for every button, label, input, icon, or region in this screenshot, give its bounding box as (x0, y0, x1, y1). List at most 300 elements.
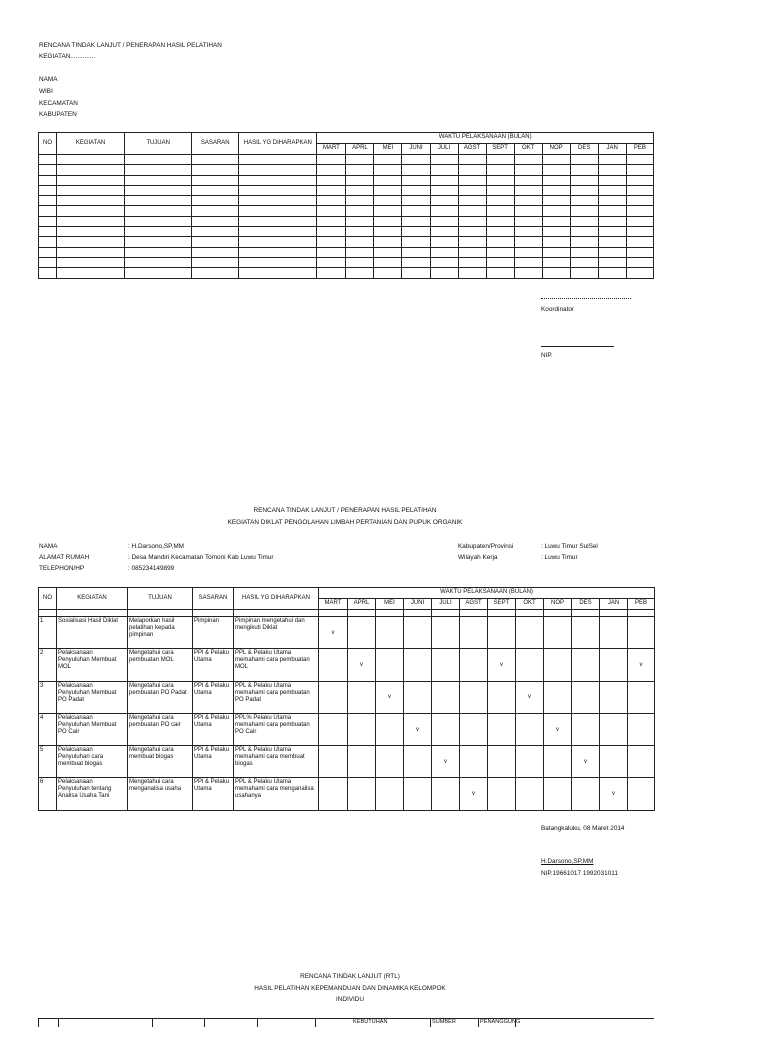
form2-label-alamat: ALAMAT RUMAH (39, 554, 90, 561)
table-cell (348, 610, 376, 617)
row-month-cell (628, 617, 655, 649)
form3-col-divider (478, 1019, 479, 1027)
table-cell (317, 247, 346, 257)
table-cell (544, 610, 572, 617)
form3-title: RENCANA TINDAK LANJUT (RTL) (300, 973, 400, 980)
table-cell (317, 237, 346, 247)
table-cell (486, 268, 514, 278)
table-cell (346, 165, 374, 175)
row-month-cell (319, 713, 348, 745)
row-month-cell (628, 746, 655, 778)
table-cell (458, 237, 486, 247)
form3-subtitle2: INDIVIDU (335, 996, 365, 1003)
table-cell (598, 257, 626, 267)
row-month-mark: v (404, 713, 432, 745)
table-cell (234, 610, 319, 617)
form2-label-kabupaten: Kabupaten/Provinsi (458, 543, 514, 550)
table-cell (598, 196, 626, 206)
row-hasil: PPL & Pelaku Utama memahami cara pembuatan PO Padat (234, 681, 319, 713)
row-sasaran: PPl & Pelaku Utama (193, 746, 234, 778)
table-cell (626, 257, 653, 267)
table-cell (598, 185, 626, 195)
table-cell (598, 216, 626, 226)
table-row (39, 216, 654, 226)
table-cell (402, 247, 430, 257)
form2-value-wilayah: : Luwu Timur (541, 554, 578, 561)
table-cell (402, 216, 430, 226)
table-cell (570, 257, 598, 267)
table-cell (402, 257, 430, 267)
table-cell (432, 610, 460, 617)
table-cell (125, 206, 192, 216)
table-cell (404, 610, 432, 617)
form2-label-telephon: TELEPHON/HP (39, 565, 85, 572)
form2-signer-name: H.Darsono,SP,MM (541, 858, 594, 865)
form3-header-sumber: SUMBER (432, 1019, 456, 1025)
table-cell (430, 247, 458, 257)
table-row (39, 746, 655, 778)
table-cell (458, 165, 486, 175)
table-cell (374, 237, 402, 247)
table-row (39, 257, 654, 267)
form3-subtitle: HASIL PELATIHAN KEPEMANDUAN DAN DINAMIKA KELOMPOK (254, 985, 446, 992)
table-cell (239, 257, 317, 267)
form1-signature-nip: NIP. (541, 352, 553, 359)
table-cell (193, 610, 234, 617)
table-cell (374, 155, 402, 165)
table-cell (626, 165, 653, 175)
table-cell (626, 247, 653, 257)
table-cell (458, 247, 486, 257)
table-cell (192, 175, 239, 185)
row-tujuan: Mengetahui cara pembuatan PO cair (128, 713, 193, 745)
form2-value-alamat: : Desa Mandiri Kecamatan Tomoni Kab Luwu Timur (128, 554, 274, 561)
row-month-cell (404, 617, 432, 649)
table-cell (514, 237, 542, 247)
form2-table (38, 587, 655, 811)
table-cell (486, 196, 514, 206)
row-hasil: PPL & Pelaku Utama memahami cara membuat biogas (234, 746, 319, 778)
row-month-cell (572, 617, 600, 649)
row-month-cell (460, 713, 488, 745)
table-cell (192, 185, 239, 195)
table-cell (239, 237, 317, 247)
row-sasaran: PPl & Pelaku Utama (193, 649, 234, 681)
row-month-cell (600, 649, 628, 681)
table-row (39, 175, 654, 185)
row-no: 3 (39, 681, 57, 713)
table-cell (430, 165, 458, 175)
row-tujuan: Melaporkan hasil pelatihan kepada pimpinan (128, 617, 193, 649)
table-cell (626, 175, 653, 185)
table-cell (39, 268, 57, 278)
row-month-cell (488, 778, 516, 810)
table-cell (488, 610, 516, 617)
table-cell (598, 155, 626, 165)
form2-header-month: APRL (348, 599, 376, 610)
row-month-cell (348, 778, 376, 810)
row-month-cell (319, 746, 348, 778)
table-cell (402, 165, 430, 175)
table-cell (542, 175, 570, 185)
row-month-cell (600, 746, 628, 778)
table-cell (239, 196, 317, 206)
table-cell (374, 257, 402, 267)
row-month-cell (376, 778, 404, 810)
form2-place-date: Batangkaluku, 08 Maret 2014 (541, 825, 625, 832)
row-month-mark: v (572, 746, 600, 778)
row-sasaran: PPl & Pelaku Utama (193, 778, 234, 810)
row-month-mark: v (376, 681, 404, 713)
table-cell (374, 206, 402, 216)
table-cell (514, 247, 542, 257)
row-kegiatan: Pelaksanaan Penyuluhan tentang Analisa Usaha Tani (57, 778, 128, 810)
table-cell (57, 257, 125, 267)
form2-label-wilayah: Wilayah Kerja (458, 554, 498, 561)
table-cell (486, 257, 514, 267)
table-cell (598, 237, 626, 247)
table-cell (430, 257, 458, 267)
table-cell (486, 175, 514, 185)
table-cell (346, 216, 374, 226)
table-cell (486, 247, 514, 257)
table-cell (125, 165, 192, 175)
row-sasaran: PPl & Pelaku Utama (193, 713, 234, 745)
table-cell (317, 165, 346, 175)
form1-header-kegiatan: KEGIATAN (57, 133, 125, 155)
table-cell (317, 175, 346, 185)
form1-header-month: PEB (626, 144, 653, 155)
table-cell (376, 610, 404, 617)
table-cell (192, 155, 239, 165)
row-no: 5 (39, 746, 57, 778)
row-month-cell (488, 681, 516, 713)
table-cell (192, 165, 239, 175)
table-cell (192, 216, 239, 226)
table-cell (125, 175, 192, 185)
table-cell (598, 175, 626, 185)
table-cell (192, 227, 239, 237)
table-cell (374, 185, 402, 195)
table-cell (192, 268, 239, 278)
form1-header-month: NOP (542, 144, 570, 155)
row-month-cell (572, 778, 600, 810)
row-month-cell (516, 649, 544, 681)
table-cell (39, 216, 57, 226)
row-month-cell (404, 746, 432, 778)
table-cell (458, 185, 486, 195)
table-cell (598, 268, 626, 278)
row-month-cell (404, 649, 432, 681)
table-cell (346, 247, 374, 257)
table-cell (317, 257, 346, 267)
table-cell (57, 196, 125, 206)
table-cell (486, 165, 514, 175)
form1-header-month: DES (570, 144, 598, 155)
form3-col-divider (430, 1019, 431, 1027)
table-cell (626, 227, 653, 237)
table-cell (57, 610, 128, 617)
table-cell (460, 610, 488, 617)
table-cell (346, 175, 374, 185)
row-month-cell (572, 649, 600, 681)
table-cell (317, 216, 346, 226)
table-cell (125, 216, 192, 226)
table-cell (125, 155, 192, 165)
table-cell (628, 610, 655, 617)
table-cell (570, 227, 598, 237)
form3-header-kebutuhan: KEBUTUHAN (353, 1019, 388, 1025)
table-cell (39, 196, 57, 206)
form2-label-nama: NAMA (39, 543, 58, 550)
form1-signature-dots (541, 298, 631, 299)
table-cell (542, 196, 570, 206)
form1-field-wibi: WIBI (39, 88, 53, 95)
table-cell (514, 185, 542, 195)
form1-field-kabupaten: KABUPATEN (39, 111, 77, 118)
row-month-cell (376, 713, 404, 745)
row-no: 4 (39, 713, 57, 745)
row-tujuan: Mengetahui cara pembuatan MOL (128, 649, 193, 681)
table-cell (486, 206, 514, 216)
table-cell (346, 237, 374, 247)
table-cell (239, 206, 317, 216)
table-cell (374, 216, 402, 226)
row-kegiatan: Pelaksanaan Penyuluhan Membuat PO Cair (57, 713, 128, 745)
row-month-cell (460, 681, 488, 713)
table-cell (514, 175, 542, 185)
row-month-cell (404, 778, 432, 810)
form3-col-divider (38, 1019, 39, 1027)
form2-header-month: MEI (376, 599, 404, 610)
table-cell (57, 268, 125, 278)
form2-value-nama: : H.Darsono,SP,MM (128, 543, 184, 550)
table-cell (458, 196, 486, 206)
table-cell (402, 155, 430, 165)
table-cell (570, 175, 598, 185)
table-cell (239, 185, 317, 195)
form1-header-month: MEI (374, 144, 402, 155)
table-cell (458, 257, 486, 267)
table-cell (458, 227, 486, 237)
form3-col-divider (315, 1019, 316, 1027)
table-cell (125, 227, 192, 237)
table-cell (125, 237, 192, 247)
row-month-cell (460, 617, 488, 649)
table-cell (542, 237, 570, 247)
table-cell (514, 216, 542, 226)
table-cell (626, 216, 653, 226)
table-cell (346, 155, 374, 165)
table-cell (239, 165, 317, 175)
form2-header-month: DES (572, 599, 600, 610)
table-cell (458, 216, 486, 226)
table-cell (572, 610, 600, 617)
table-cell (514, 196, 542, 206)
table-cell (317, 206, 346, 216)
table-cell (346, 185, 374, 195)
table-cell (626, 206, 653, 216)
table-cell (319, 610, 348, 617)
form1-header-sasaran: SASARAN (192, 133, 239, 155)
row-month-cell (488, 746, 516, 778)
row-month-mark: v (628, 649, 655, 681)
row-month-cell (376, 746, 404, 778)
table-cell (317, 268, 346, 278)
table-cell (317, 227, 346, 237)
table-cell (458, 175, 486, 185)
table-cell (430, 237, 458, 247)
table-cell (430, 185, 458, 195)
row-tujuan: Mengetahui cara menganalisa usaha (128, 778, 193, 810)
table-cell (402, 237, 430, 247)
table-cell (542, 155, 570, 165)
table-cell (239, 175, 317, 185)
row-month-cell (488, 617, 516, 649)
row-month-cell (488, 713, 516, 745)
table-cell (402, 196, 430, 206)
form1-header-waktu: WAKTU PELAKSANAAN (BULAN) (317, 133, 654, 144)
table-cell (570, 268, 598, 278)
table-cell (39, 237, 57, 247)
table-row (39, 713, 655, 745)
form1-header-no: NO (39, 133, 57, 155)
table-cell (570, 216, 598, 226)
table-cell (125, 185, 192, 195)
form2-header-hasil: HASIL YG DIHARAPKAN (234, 588, 319, 610)
table-cell (125, 247, 192, 257)
table-cell (486, 155, 514, 165)
table-cell (346, 206, 374, 216)
row-month-cell (348, 713, 376, 745)
form1-header-month: JAN (598, 144, 626, 155)
form2-value-telephon: : 085234149899 (128, 565, 175, 572)
row-month-cell (544, 649, 572, 681)
table-cell (39, 175, 57, 185)
table-cell (486, 237, 514, 247)
row-month-cell (600, 617, 628, 649)
table-cell (239, 268, 317, 278)
form2-header-month: SEPT (488, 599, 516, 610)
form2-header-month: AGST (460, 599, 488, 610)
table-cell (192, 237, 239, 247)
table-cell (626, 196, 653, 206)
table-cell (125, 268, 192, 278)
form1-table (38, 132, 654, 279)
table-cell (374, 227, 402, 237)
table-cell (57, 206, 125, 216)
table-cell (402, 227, 430, 237)
table-row (39, 247, 654, 257)
row-month-cell (432, 778, 460, 810)
table-cell (430, 268, 458, 278)
row-month-cell (600, 713, 628, 745)
row-month-cell (319, 649, 348, 681)
table-cell (514, 165, 542, 175)
table-cell (542, 216, 570, 226)
form2-header-kegiatan: KEGIATAN (57, 588, 128, 610)
form2-header-sasaran: SASARAN (193, 588, 234, 610)
table-cell (239, 216, 317, 226)
row-month-cell (628, 778, 655, 810)
table-row (39, 206, 654, 216)
form1-signature-line (541, 346, 614, 347)
row-month-cell (544, 778, 572, 810)
table-cell (125, 257, 192, 267)
table-cell (542, 247, 570, 257)
row-month-cell (432, 681, 460, 713)
form3-col-divider (152, 1019, 153, 1027)
table-row (39, 185, 654, 195)
table-cell (570, 185, 598, 195)
row-month-cell (600, 681, 628, 713)
row-month-mark: v (600, 778, 628, 810)
table-cell (57, 185, 125, 195)
table-cell (570, 196, 598, 206)
row-month-mark: v (348, 649, 376, 681)
table-cell (514, 227, 542, 237)
row-month-cell (376, 617, 404, 649)
form1-header-tujuan: TUJUAN (125, 133, 192, 155)
form2-subtitle: KEGIATAN DIKLAT PENGOLAHAN LIMBAH PERTANIAN DAN PUPUK ORGANIK (227, 519, 463, 526)
row-month-cell (376, 649, 404, 681)
table-row (39, 681, 655, 713)
table-cell (570, 206, 598, 216)
row-hasil: PPL% Pelaku Utama memahami cara pembuatan PO Cair (234, 713, 319, 745)
table-cell (317, 155, 346, 165)
row-month-mark: v (319, 617, 348, 649)
table-cell (57, 247, 125, 257)
table-cell (57, 175, 125, 185)
table-cell (598, 227, 626, 237)
row-month-cell (544, 681, 572, 713)
row-month-mark: v (432, 746, 460, 778)
table-cell (458, 206, 486, 216)
table-cell (402, 175, 430, 185)
form1-header-month: JUNI (402, 144, 430, 155)
table-cell (570, 247, 598, 257)
table-cell (57, 155, 125, 165)
table-cell (317, 185, 346, 195)
table-cell (39, 185, 57, 195)
table-row (39, 617, 655, 649)
row-month-cell (319, 681, 348, 713)
table-cell (430, 206, 458, 216)
row-month-cell (544, 746, 572, 778)
form1-header-month: APRL (346, 144, 374, 155)
row-kegiatan: Pelaksanaan Penyuluhan Membuat PO Padat (57, 681, 128, 713)
table-row (39, 649, 655, 681)
row-month-cell (319, 778, 348, 810)
form2-header-waktu: WAKTU PELAKSANAAN (BULAN) (319, 588, 655, 599)
table-cell (514, 206, 542, 216)
row-sasaran: Pimpinan (193, 617, 234, 649)
table-cell (57, 216, 125, 226)
table-cell (128, 610, 193, 617)
table-cell (39, 206, 57, 216)
table-cell (57, 237, 125, 247)
table-cell (239, 247, 317, 257)
row-month-cell (460, 746, 488, 778)
form1-signature-role: Koordinator (541, 306, 575, 313)
table-cell (346, 196, 374, 206)
table-cell (570, 165, 598, 175)
table-cell (600, 610, 628, 617)
row-month-mark: v (460, 778, 488, 810)
table-cell (192, 247, 239, 257)
table-cell (458, 268, 486, 278)
table-row (39, 237, 654, 247)
